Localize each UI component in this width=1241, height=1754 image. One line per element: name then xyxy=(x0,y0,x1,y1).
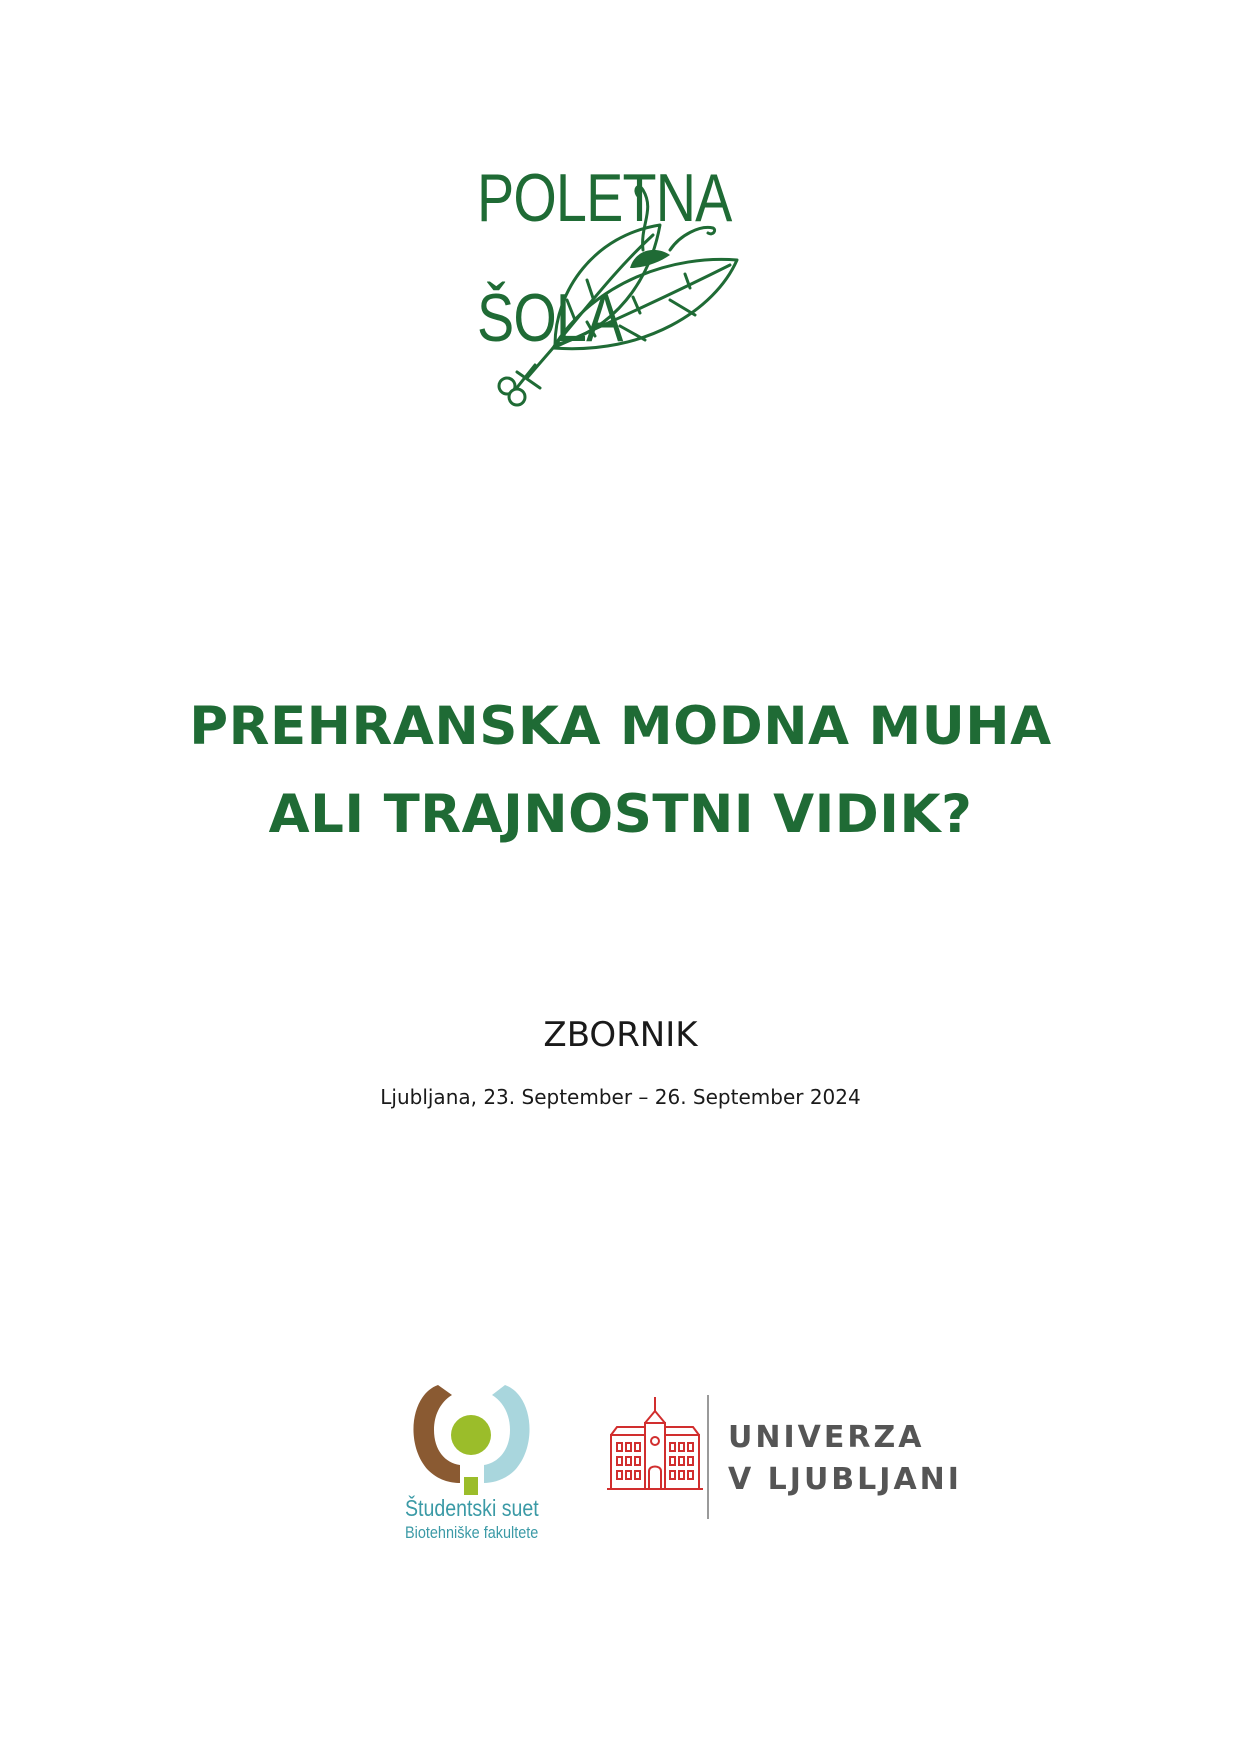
university-divider xyxy=(707,1395,709,1519)
university-name-line-2: V LJUBLJANI xyxy=(728,1462,962,1497)
document-title xyxy=(0,683,1241,859)
logo-word-poletna: POLETNA xyxy=(477,160,732,236)
university-building-icon xyxy=(605,1395,705,1495)
university-name-line-1: UNIVERZA xyxy=(728,1420,925,1455)
student-council-subtitle: Biotehniške fakultete xyxy=(405,1523,539,1542)
title-line-2: ALI TRAJNOSTNI VIDIK? xyxy=(268,784,973,845)
document-type: ZBORNIK xyxy=(543,1015,698,1055)
poletna-sola-logo xyxy=(455,150,815,460)
title-line-1: PREHRANSKA MODNA MUHA xyxy=(189,696,1052,757)
leaf-and-bone-icon xyxy=(455,150,815,460)
student-council-name: Študentski suet xyxy=(405,1495,539,1521)
logo-word-sola: ŠOLA xyxy=(477,280,623,356)
event-dates: Ljubljana, 23. September – 26. September 2024 xyxy=(380,1085,861,1109)
